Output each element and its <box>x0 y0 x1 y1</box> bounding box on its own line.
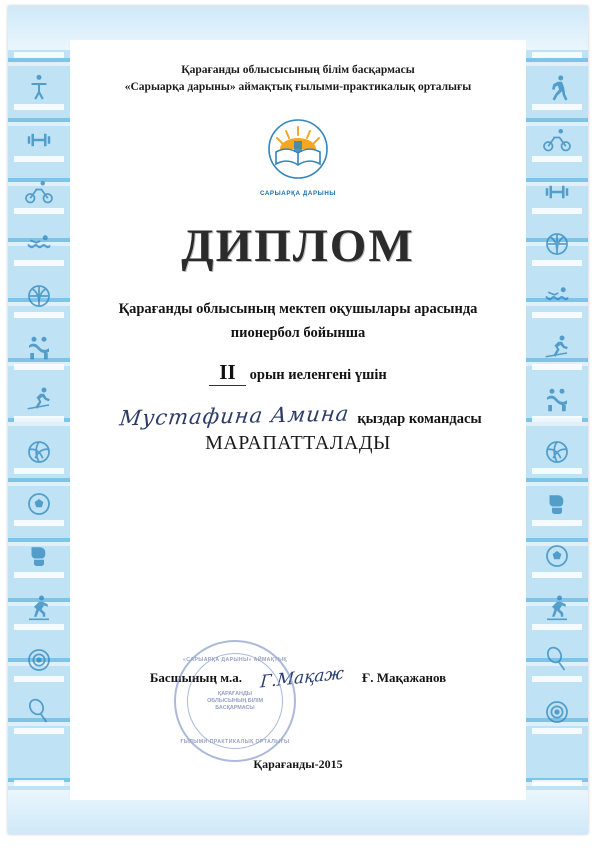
decorative-border-right <box>526 6 588 834</box>
archery-icon <box>19 638 59 682</box>
team-text: қыздар командасы <box>357 410 482 427</box>
skating-icon <box>19 586 59 630</box>
stamp-arc-top: «САРЫАРҚА ДАРЫНЫ» АЙМАҚТЫҚ <box>183 657 287 663</box>
football-icon <box>19 482 59 526</box>
place-line <box>70 361 526 386</box>
signatory-name: Ғ. Мақажанов <box>362 670 447 685</box>
winner-line <box>70 401 526 431</box>
border-icon-strip-right <box>526 6 588 834</box>
place-value: II <box>209 361 245 386</box>
boxing-icon <box>537 482 577 526</box>
cycling-icon <box>19 170 59 214</box>
weightlifting-icon <box>537 170 577 214</box>
basketball-icon <box>19 274 59 318</box>
stamp-center-text: ҚАРАҒАНДЫ ОБЛЫСЫНЫҢ БІЛІМ БАСҚАРМАСЫ <box>207 690 263 711</box>
boxing-icon <box>19 534 59 578</box>
issuer-line-2: «Сарыарқа дарыны» аймақтық ғылыми-практикалық орталығы <box>124 80 472 93</box>
border-icon-strip-left <box>8 6 70 834</box>
logo-caption: САРЫАРҚА ДАРЫНЫ <box>259 190 337 198</box>
logo-graphic <box>250 119 346 185</box>
gymnastics-icon <box>19 66 59 110</box>
swimming-icon <box>537 274 577 318</box>
tennis-icon <box>19 690 59 734</box>
wrestling-icon <box>19 326 59 370</box>
wrestling-icon <box>537 378 577 422</box>
place-text: орын иеленгені үшін <box>249 366 387 383</box>
signature-handwritten: Г.Мақаж <box>259 663 345 693</box>
stamp-arc-bottom: ҒЫЛЫМИ-ПРАКТИКАЛЫҚ ОРТАЛЫҒЫ <box>180 739 290 745</box>
skiing-icon <box>537 326 577 370</box>
winner-name-handwritten: Мустафина Амина <box>118 401 352 431</box>
volleyball-icon <box>537 430 577 474</box>
football-icon <box>537 534 577 578</box>
cycling-icon <box>537 118 577 162</box>
page-title: ДИПЛОМ <box>181 220 415 273</box>
basketball-icon <box>537 222 577 266</box>
subject-line-1: Қарағанды облысының мектеп оқушылары арасында <box>118 301 478 318</box>
subject-line-2: пионербол бойынша <box>230 325 366 342</box>
tennis-icon <box>537 638 577 682</box>
running-icon <box>537 66 577 110</box>
swimming-icon <box>19 222 59 266</box>
footer-city-year: Қарағанды-2015 <box>253 757 343 771</box>
decorative-border-left <box>8 6 70 834</box>
certificate-sheet <box>8 6 588 834</box>
weightlifting-icon <box>19 118 59 162</box>
awarded-text: МАРАПАТТАЛАДЫ <box>205 431 391 454</box>
signature-row <box>70 663 526 693</box>
volleyball-icon <box>19 430 59 474</box>
skiing-icon <box>19 378 59 422</box>
logo-container <box>70 119 526 197</box>
issuer-line-1: Қарағанды облысысының білім басқармасы <box>181 64 415 76</box>
archery-icon <box>537 690 577 734</box>
official-stamp <box>174 640 296 762</box>
signature-block <box>70 657 526 745</box>
signature-label: Басшының м.а. <box>149 670 243 685</box>
certificate-content <box>70 40 526 800</box>
saryarka-daryny-logo <box>250 119 346 197</box>
skating-icon <box>537 586 577 630</box>
